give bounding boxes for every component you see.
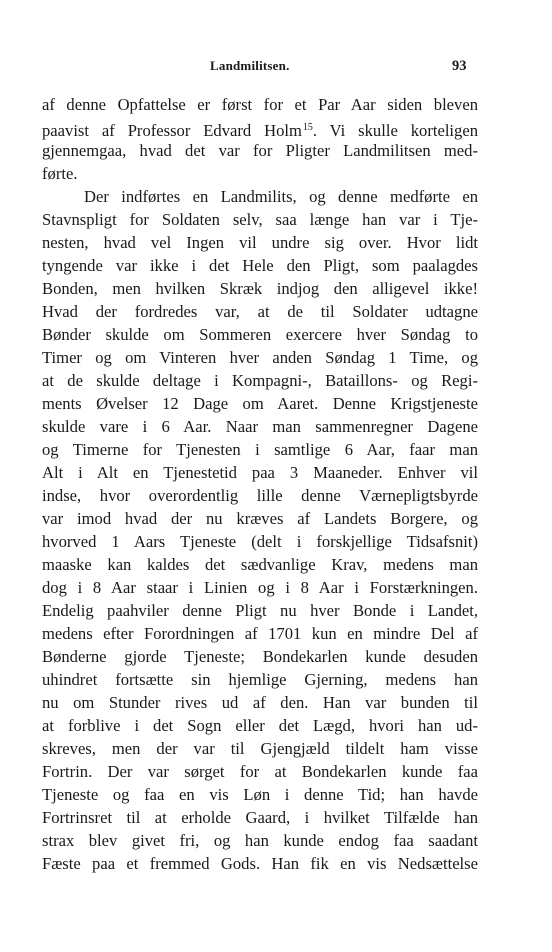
text-line: indse, hvor overordentlig lille denne Værnepligtsbyrde [42,486,478,505]
page-number: 93 [452,58,467,74]
text-line: Hvad der fordredes var, at de til Soldater udtagne [42,302,478,321]
text-line: ments Øvelser 12 Dage om Aaret. Denne Krigstjeneste [42,394,478,413]
paragraph-start-line: Der indførtes en Landmilits, og denne medførte en [84,187,478,206]
text-line: førte. [42,164,78,183]
text-line: af denne Opfattelse er først for et Par Aar siden bleven [42,95,478,114]
text-line: Fæste paa et fremmed Gods. Han fik en vis Nedsættelse [42,854,478,873]
text-line: Bonden, men hvilken Skræk indjog den alligevel ikke! [42,279,478,298]
text-line: nu om Stunder rives ud af den. Han var bunden til [42,693,478,712]
text-line: at forblive i det Sogn eller det Lægd, hvori han ud- [42,716,478,735]
text-line: Bønder skulde om Sommeren exercere hver Søndag to [42,325,478,344]
text-line: gjennemgaa, hvad det var for Pligter Landmilitsen med- [42,141,478,160]
text-line: hvorved 1 Aars Tjeneste (delt i forskjellige Tidsafsnit) [42,532,478,551]
text-line: skreves, men der var til Gjengjæld tildelt ham visse [42,739,478,758]
text-line: strax blev givet fri, og han kunde endog faa saadant [42,831,478,850]
text-line: nesten, hvad vel Ingen vil undre sig over. Hvor lidt [42,233,478,252]
text-line: at de skulde deltage i Kompagni-, Bataillons- og Regi- [42,371,478,390]
text-line: Timer og om Vinteren hver anden Søndag 1 Time, og [42,348,478,367]
text-line [42,116,478,139]
text-line: Endelig paahviler denne Pligt nu hver Bonde i Landet, [42,601,478,620]
text-line: skulde vare i 6 Aar. Naar man sammenregner Dagene [42,417,478,436]
text-line: Tjeneste og faa en vis Løn i denne Tid; han havde [42,785,478,804]
text-line: og Timerne for Tjenesten i samtlige 6 Aar, faar man [42,440,478,459]
text-line: tyngende var ikke i det Hele den Pligt, som paalagdes [42,256,478,275]
text-line-tail: . Vi skulle korteligen [312,121,478,140]
footnote-reference-text: paavist af Professor Edvard Holm [42,121,302,140]
text-line: Stavnspligt for Soldaten selv, saa længe han var i Tje- [42,210,478,229]
text-line: Fortrin. Der var sørget for at Bondekarlen kunde faa [42,762,478,781]
text-line: Bønderne gjorde Tjeneste; Bondekarlen kunde desuden [42,647,478,666]
text-line: maaske kan kaldes det sædvanlige Krav, medens man [42,555,478,574]
text-line: Alt i Alt en Tjenestetid paa 3 Maaneder. Enhver vil [42,463,478,482]
text-line: Fortrinsret til at erholde Gaard, i hvilket Tilfælde han [42,808,478,827]
text-line: var imod hvad der nu kræves af Landets Borgere, og [42,509,478,528]
text-line: dog i 8 Aar staar i Linien og i 8 Aar i Forstærkningen. [42,578,478,597]
text-line: medens efter Forordningen af 1701 kun en mindre Del af [42,624,478,643]
text-line: uhindret fortsætte sin hjemlige Gjerning, medens han [42,670,478,689]
running-head: Landmilitsen. [210,58,290,73]
footnote-marker[interactable]: 15 [302,122,313,133]
